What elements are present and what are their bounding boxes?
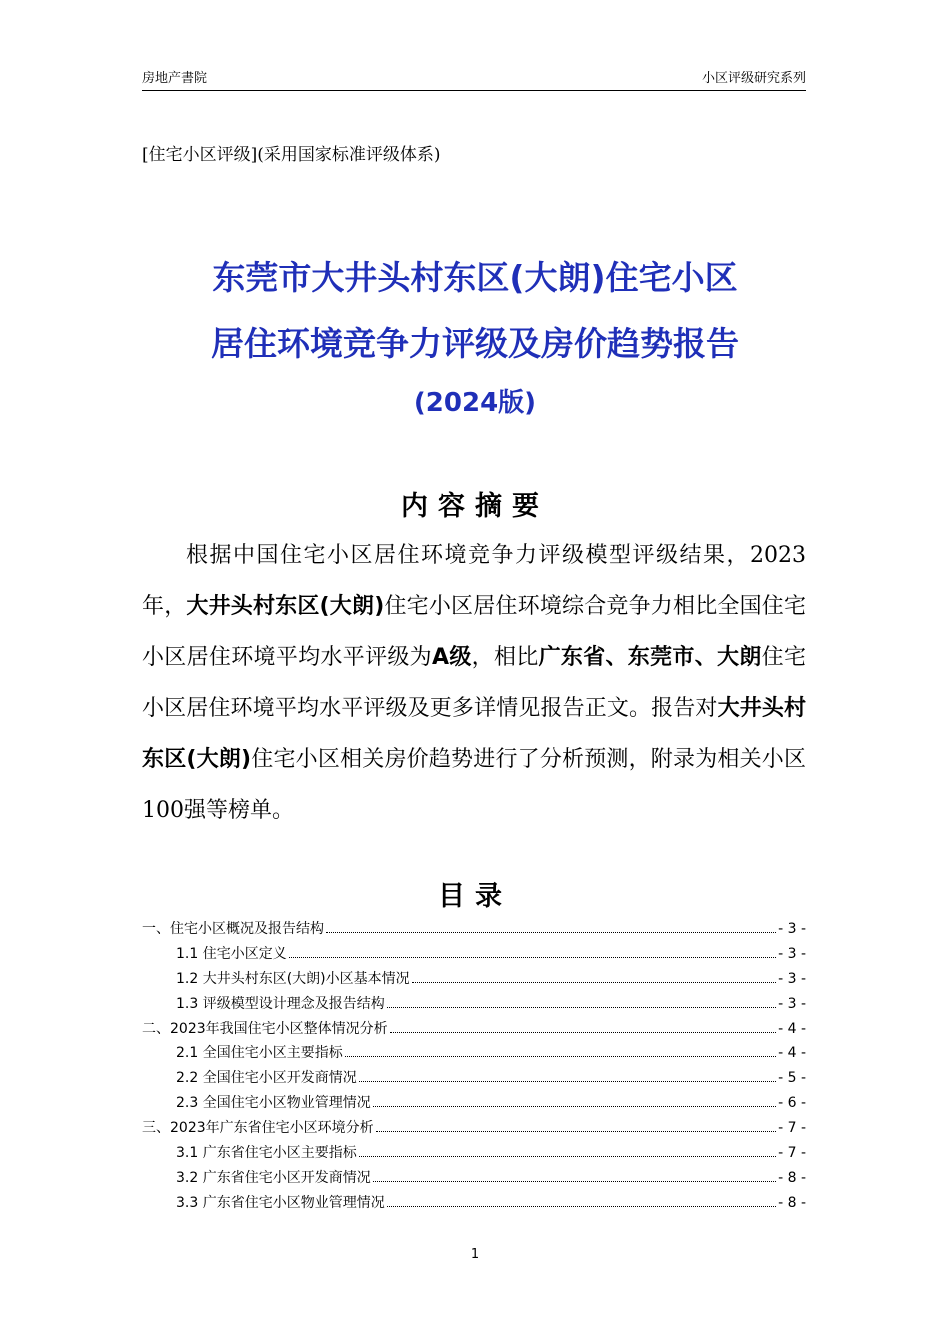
toc-entry[interactable] xyxy=(142,1167,806,1192)
abstract-emphasis: A级 xyxy=(432,645,472,670)
toc-entry[interactable] xyxy=(142,1192,806,1217)
header-series: 小区评级研究系列 xyxy=(701,71,806,86)
report-edition: (2024版) xyxy=(413,388,537,418)
toc-leader-dots xyxy=(359,1156,776,1157)
toc-leader-dots xyxy=(412,982,776,983)
toc-entry[interactable] xyxy=(142,1117,806,1142)
report-title-line2: 居住环境竞争力评级及房价趋势报告 xyxy=(211,324,739,363)
toc-leader-dots xyxy=(326,932,776,933)
toc-entry-label: 二、2023年我国住宅小区整体情况分析 xyxy=(142,1020,388,1037)
abstract-text: 住宅小区居住环境平均水平评级及更多详情见报告正文。报告对 xyxy=(142,645,806,721)
toc-entry[interactable] xyxy=(142,1018,806,1043)
toc-entry-page: - 3 - xyxy=(778,921,806,937)
toc-entry-label: 2.1 全国住宅小区主要指标 xyxy=(176,1045,343,1062)
toc-entry-page: - 4 - xyxy=(778,1020,806,1037)
toc-leader-dots xyxy=(289,957,776,958)
toc-entry-label: 三、2023年广东省住宅小区环境分析 xyxy=(142,1120,374,1137)
abstract-heading: 内容摘要 xyxy=(401,491,549,522)
toc-leader-dots xyxy=(387,1007,776,1008)
toc-entry[interactable] xyxy=(142,1042,806,1067)
toc-leader-dots xyxy=(387,1206,776,1207)
toc-entry-page: - 7 - xyxy=(778,1120,806,1137)
toc-entry-label: 2.2 全国住宅小区开发商情况 xyxy=(176,1070,357,1087)
toc-entry-label: 3.1 广东省住宅小区主要指标 xyxy=(176,1145,357,1162)
report-category: [住宅小区评级](采用国家标准评级体系) xyxy=(142,145,441,165)
abstract-emphasis: 大井头村东区(大朗) xyxy=(142,696,806,772)
toc-entry-page: - 3 - xyxy=(778,995,806,1012)
abstract-emphasis: 大井头村东区(大朗) xyxy=(186,594,385,619)
toc-entry[interactable] xyxy=(142,918,806,943)
toc-entry-label: 1.3 评级模型设计理念及报告结构 xyxy=(176,995,385,1012)
header-publisher: 房地产書院 xyxy=(142,71,208,86)
toc-leader-dots xyxy=(345,1056,776,1057)
abstract-body xyxy=(142,530,806,836)
toc-entry-page: - 4 - xyxy=(778,1045,806,1062)
toc-entry-page: - 3 - xyxy=(778,970,806,987)
toc-entry-label: 一、住宅小区概况及报告结构 xyxy=(142,921,324,937)
toc-entry-label: 1.2 大井头村东区(大朗)小区基本情况 xyxy=(176,970,410,987)
toc-leader-dots xyxy=(390,1032,776,1033)
toc-entry-page: - 5 - xyxy=(778,1070,806,1087)
toc-entry-label: 3.2 广东省住宅小区开发商情况 xyxy=(176,1169,371,1186)
toc-entry[interactable] xyxy=(142,943,806,968)
toc-entry-label: 3.3 广东省住宅小区物业管理情况 xyxy=(176,1194,385,1211)
abstract-text: 住宅小区居住环境综合竞争力相比全国住宅小区居住环境平均水平评级为 xyxy=(142,594,806,670)
abstract-text: ，相比 xyxy=(471,645,539,670)
toc-entry-page: - 8 - xyxy=(778,1194,806,1211)
toc-entry-label: 2.3 全国住宅小区物业管理情况 xyxy=(176,1095,371,1112)
toc-entry[interactable] xyxy=(142,1092,806,1117)
toc-leader-dots xyxy=(359,1081,776,1082)
table-of-contents xyxy=(142,918,806,1217)
toc-leader-dots xyxy=(376,1131,776,1132)
toc-leader-dots xyxy=(373,1181,776,1182)
toc-entry-page: - 7 - xyxy=(778,1145,806,1162)
toc-entry[interactable] xyxy=(142,993,806,1018)
toc-heading: 目录 xyxy=(438,881,512,912)
abstract-text: 住宅小区相关房价趋势进行了分析预测，附录为相关小区100强等榜单。 xyxy=(142,747,806,823)
toc-leader-dots xyxy=(373,1106,776,1107)
toc-entry-page: - 3 - xyxy=(778,945,806,962)
toc-entry-label: 1.1 住宅小区定义 xyxy=(176,945,287,962)
toc-entry[interactable] xyxy=(142,1067,806,1092)
toc-entry-page: - 6 - xyxy=(778,1095,806,1112)
toc-entry[interactable] xyxy=(142,1142,806,1167)
toc-entry[interactable] xyxy=(142,968,806,993)
report-title-line1: 东莞市大井头村东区(大朗)住宅小区 xyxy=(212,258,738,297)
running-header xyxy=(142,66,806,91)
abstract-text: 根据中国住宅小区居住环境竞争力评级模型评级结果，2023年， xyxy=(142,543,806,619)
abstract-emphasis: 广东省、东莞市、大朗 xyxy=(538,645,762,670)
toc-entry-page: - 8 - xyxy=(778,1169,806,1186)
page-number: 1 xyxy=(470,1247,480,1262)
